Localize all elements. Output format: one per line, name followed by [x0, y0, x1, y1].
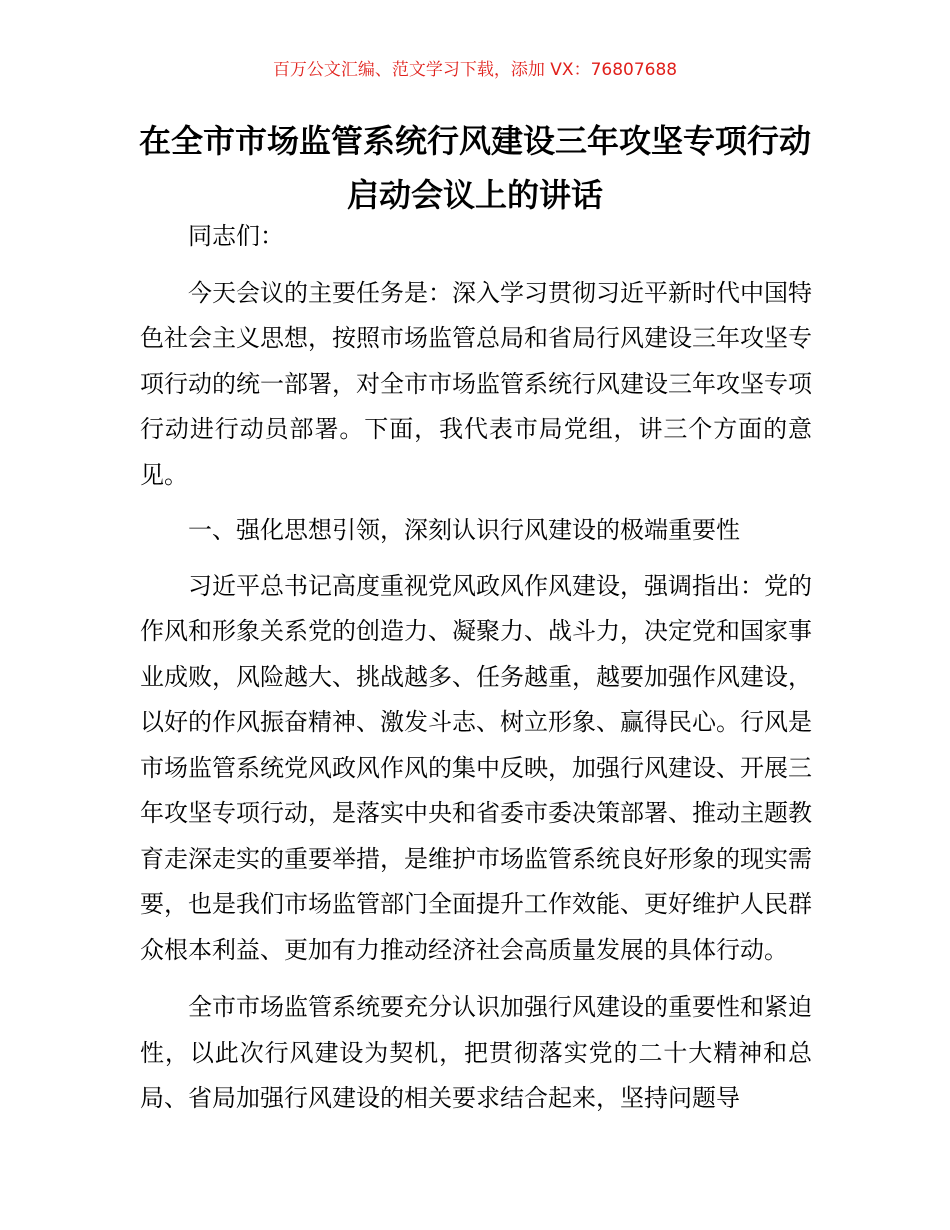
- intro-paragraph: 今天会议的主要任务是：深入学习贯彻习近平新时代中国特色社会主义思想，按照市场监管总局和省局行风建设三年攻坚专项行动的统一部署，对全市市场监管系统行风建设三年攻坚专项行动进行动员部署。下面，我代表市局党组，讲三个方面的意见。: [140, 278, 812, 489]
- section-heading: 一、强化思想引领，深刻认识行风建设的极端重要性: [188, 516, 740, 544]
- section-paragraph-2: 全市市场监管系统要充分认识加强行风建设的重要性和紧迫性，以此次行风建设为契机，把贯彻落实党的二十大精神和总局、省局加强行风建设的相关要求结合起来，坚持问题导: [140, 993, 812, 1112]
- section-paragraph-1: 习近平总书记高度重视党风政风作风建设，强调指出：党的作风和形象关系党的创造力、凝聚力、战斗力，决定党和国家事业成败，风险越大、挑战越多、任务越重，越要加强作风建设，以好的作风振奋精神、激发斗志、树立形象、赢得民心。行风是市场监管系统党风政风作风的集中反映，加强行风建设、开展三年攻坚专项行动，是落实中央和省委市委决策部署、推动主题教育走深走实的重要举措，是维护市场监管系统良好形象的现实需要，也是我们市场监管部门全面提升工作效能、更好维护人民群众根本利益、更加有力推动经济社会高质量发展的具体行动。: [140, 571, 812, 964]
- document-body: [140, 214, 812, 1122]
- document-title: 在全市市场监管系统行风建设三年攻坚专项行动启动会议上的讲话: [138, 122, 811, 214]
- greeting: 同志们：: [188, 222, 284, 250]
- watermark-header-note: 百万公文汇编、范文学习下载，添加 VX：76807688: [272, 60, 678, 80]
